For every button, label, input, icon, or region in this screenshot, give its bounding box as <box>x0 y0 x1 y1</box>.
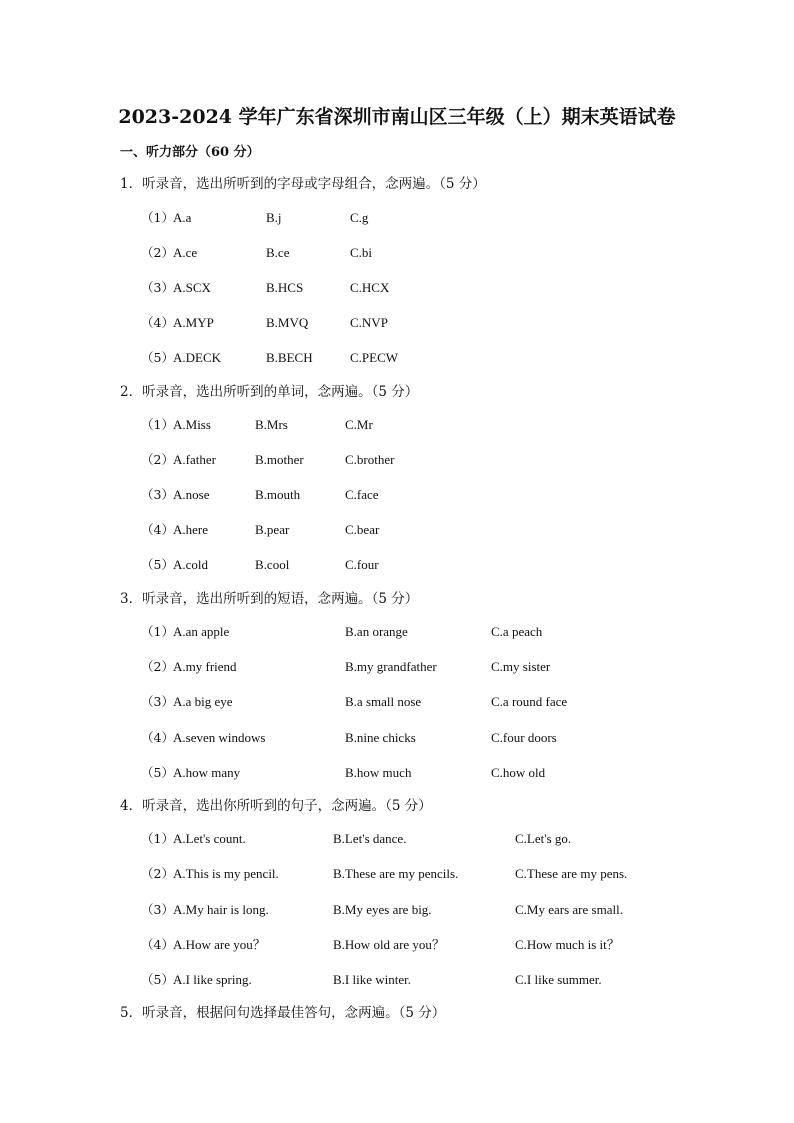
option-c: C.I like summer. <box>515 972 602 987</box>
option-c: C.a peach <box>491 624 543 639</box>
option-row <box>0 936 794 954</box>
option-c: C.bi <box>350 245 373 260</box>
option-a: A.SCX <box>173 280 211 295</box>
option-a: A.seven windows <box>173 730 266 745</box>
item-number: （1） <box>141 210 174 225</box>
item-number: （2） <box>141 452 174 467</box>
option-b: B.pear <box>255 522 290 537</box>
question-heading-3: 3．听录音，选出所听到的短语，念两遍。（5 分） <box>120 591 419 607</box>
option-c: C.NVP <box>350 315 388 330</box>
option-row <box>0 693 794 711</box>
item-number: （4） <box>141 315 174 330</box>
item-number: （3） <box>141 487 174 502</box>
option-b: B.Mrs <box>255 417 288 432</box>
option-a: A.This is my pencil. <box>173 866 279 881</box>
option-row <box>0 244 794 262</box>
option-row <box>0 209 794 227</box>
option-c: C.g <box>350 210 369 225</box>
option-b: B.mouth <box>255 487 301 502</box>
option-c: C.HCX <box>350 280 390 295</box>
option-a: A.a big eye <box>173 694 233 709</box>
option-row <box>0 658 794 676</box>
option-row <box>0 486 794 504</box>
option-row <box>0 416 794 434</box>
option-b: B.How old are you？ <box>333 937 445 952</box>
option-row <box>0 279 794 297</box>
item-number: （5） <box>141 765 174 780</box>
item-number: （3） <box>141 902 174 917</box>
option-c: C.brother <box>345 452 395 467</box>
item-number: （5） <box>141 972 174 987</box>
option-a: A.Let's count. <box>173 831 246 846</box>
option-a: A.nose <box>173 487 210 502</box>
page-title: 2023-2024 学年广东省深圳市南山区三年级（上）期末英语试卷 <box>118 106 676 128</box>
option-b: B.j <box>266 210 282 225</box>
option-b: B.my grandfather <box>345 659 437 674</box>
question-heading-2: 2．听录音，选出所听到的单词，念两遍。（5 分） <box>120 384 419 400</box>
option-row <box>0 451 794 469</box>
option-a: A.father <box>173 452 216 467</box>
option-b: B.an orange <box>345 624 408 639</box>
option-row <box>0 623 794 641</box>
item-number: （1） <box>141 417 174 432</box>
option-b: B.mother <box>255 452 304 467</box>
option-row <box>0 901 794 919</box>
option-c: C.My ears are small. <box>515 902 623 917</box>
option-a: A.ce <box>173 245 198 260</box>
option-a: A.How are you？ <box>173 937 266 952</box>
item-number: （3） <box>141 280 174 295</box>
question-heading-5: 5．听录音，根据问句选择最佳答句，念两遍。（5 分） <box>120 1005 446 1021</box>
option-c: C.How much is it？ <box>515 937 620 952</box>
option-b: B.a small nose <box>345 694 422 709</box>
option-a: A.Miss <box>173 417 211 432</box>
option-c: C.how old <box>491 765 546 780</box>
option-c: C.four doors <box>491 730 557 745</box>
section-heading: 一、听力部分（60 分） <box>120 145 260 160</box>
option-row <box>0 729 794 747</box>
option-b: B.BECH <box>266 350 313 365</box>
option-b: B.how much <box>345 765 412 780</box>
option-a: A.my friend <box>173 659 237 674</box>
option-c: C.bear <box>345 522 380 537</box>
option-c: C.These are my pens. <box>515 866 628 881</box>
item-number: （3） <box>141 694 174 709</box>
option-row <box>0 521 794 539</box>
option-b: B.cool <box>255 557 290 572</box>
option-a: A.how many <box>173 765 241 780</box>
option-c: C.Mr <box>345 417 373 432</box>
option-row <box>0 865 794 883</box>
item-number: （2） <box>141 866 174 881</box>
option-b: B.My eyes are big. <box>333 902 432 917</box>
item-number: （2） <box>141 659 174 674</box>
option-b: B.These are my pencils. <box>333 866 459 881</box>
option-a: A.DECK <box>173 350 222 365</box>
option-row <box>0 556 794 574</box>
item-number: （1） <box>141 831 174 846</box>
question-heading-4: 4．听录音，选出你所听到的句子，念两遍。（5 分） <box>120 798 432 814</box>
option-b: B.MVQ <box>266 315 309 330</box>
option-c: C.PECW <box>350 350 399 365</box>
item-number: （4） <box>141 522 174 537</box>
item-number: （2） <box>141 245 174 260</box>
option-a: A.a <box>173 210 192 225</box>
option-b: B.I like winter. <box>333 972 411 987</box>
option-a: A.I like spring. <box>173 972 252 987</box>
option-a: A.cold <box>173 557 209 572</box>
option-b: B.Let's dance. <box>333 831 407 846</box>
option-c: C.Let's go. <box>515 831 572 846</box>
option-c: C.a round face <box>491 694 568 709</box>
option-c: C.face <box>345 487 379 502</box>
option-row <box>0 764 794 782</box>
option-c: C.four <box>345 557 379 572</box>
option-b: B.ce <box>266 245 290 260</box>
option-c: C.my sister <box>491 659 551 674</box>
item-number: （5） <box>141 350 174 365</box>
option-a: A.My hair is long. <box>173 902 269 917</box>
question-heading-1: 1．听录音，选出所听到的字母或字母组合，念两遍。（5 分） <box>120 176 486 192</box>
item-number: （4） <box>141 730 174 745</box>
item-number: （4） <box>141 937 174 952</box>
option-b: B.HCS <box>266 280 304 295</box>
item-number: （5） <box>141 557 174 572</box>
option-row <box>0 314 794 332</box>
option-row <box>0 830 794 848</box>
option-a: A.here <box>173 522 209 537</box>
option-a: A.MYP <box>173 315 214 330</box>
item-number: （1） <box>141 624 174 639</box>
option-b: B.nine chicks <box>345 730 416 745</box>
option-a: A.an apple <box>173 624 230 639</box>
option-row <box>0 349 794 367</box>
option-row <box>0 971 794 989</box>
